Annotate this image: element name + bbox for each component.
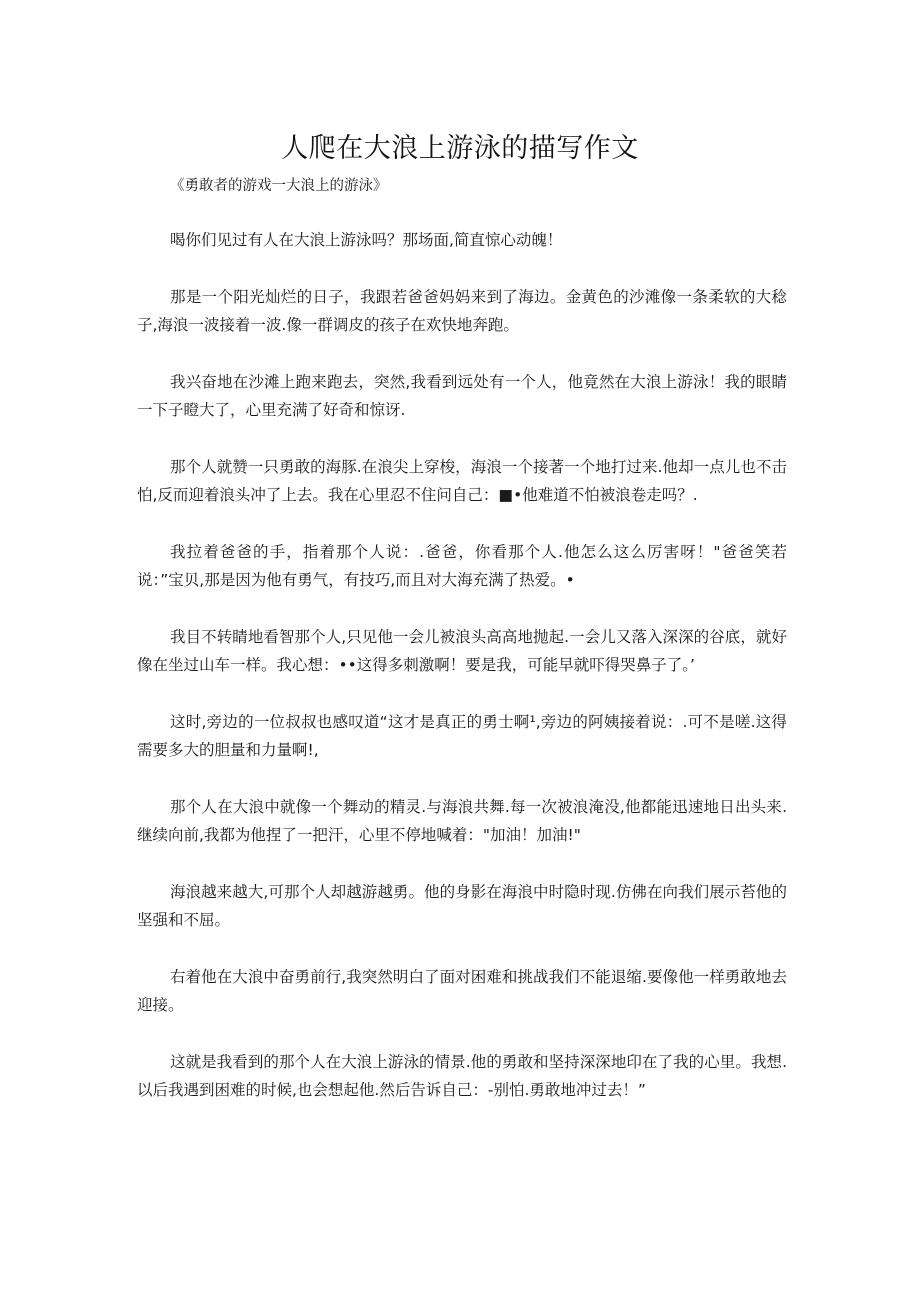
paragraph-1: 喝你们见过有人在大浪上游泳吗？那场面,简直惊心动魄！ [170,231,563,249]
paragraph-11: 这就是我看到的那个人在大浪上游泳的情景.他的勇敢和坚持深深地印在了我的心里。我想.以后我遇到困难的时候,也会想起他.然后告诉自己：-别怕.勇敢地冲过去！” [137,1053,787,1099]
document-title: 人爬在大浪上游泳的描写作文 [281,133,639,164]
paragraph-6: 我目不转睛地看智那个人,只见他一会儿被浪头高高地抛起.一会儿又落入深深的谷底，就好像在坐过山车一样。我心想：••这得多刺激啊！要是我，可能早就吓得哭鼻子了。’ [137,628,787,674]
document-body [137,226,787,1133]
paragraph-5: 我拉着爸爸的手，指着那个人说：.爸爸，你看那个人.他怎么这么厉害呀！"爸爸笑若说：”宝贝,那是因为他有勇气，有技巧,而且对大海充满了热爱。• [137,543,787,589]
paragraph-8: 那个人在大浪中就像一个舞动的精灵.与海浪共舞.每一次被浪淹没,他都能迅速地日出头来.继续向前,我都为他捏了一把汗，心里不停地喊着："加油！加油!" [137,798,787,844]
paragraph-3: 我兴奋地在沙滩上跑来跑去，突然,我看到远处有一个人，他竟然在大浪上游泳！我的眼睛一下子瞪大了，心里充满了好奇和惊讶. [137,373,787,419]
paragraph-4: 那个人就赞一只勇敢的海豚.在浪尖上穿梭，海浪一个接著一个地打过来.他却一点儿也不击怕,反而迎着浪头冲了上去。我在心里忍不住问自己：■•他难道不怕被浪卷走吗？. [137,458,787,504]
paragraph-2: 那是一个阳光灿烂的日子，我跟若爸爸妈妈来到了海边。金黄色的沙滩像一条柔软的大稔子,海浪一波接着一波.像一群调皮的孩子在欢快地奔跑。 [137,288,787,334]
paragraph-7: 这时,旁边的一位叔叔也感叹道“这才是真正的勇士啊¹,旁边的阿姨接着说：.可不是嗟.这得需要多大的胆量和力量啊!, [137,713,787,759]
document-subtitle: 《勇敢者的游戏一大浪上的游泳》 [170,178,388,194]
paragraph-9: 海浪越来越大,可那个人却越游越勇。他的身影在海浪中时隐时现.仿佛在向我们展示苔他的坚强和不屈。 [137,883,787,929]
paragraph-10: 右着他在大浪中奋勇前行,我突然明白了面对困难和挑战我们不能退缩.要像他一样勇敢地去迎接。 [137,968,787,1014]
